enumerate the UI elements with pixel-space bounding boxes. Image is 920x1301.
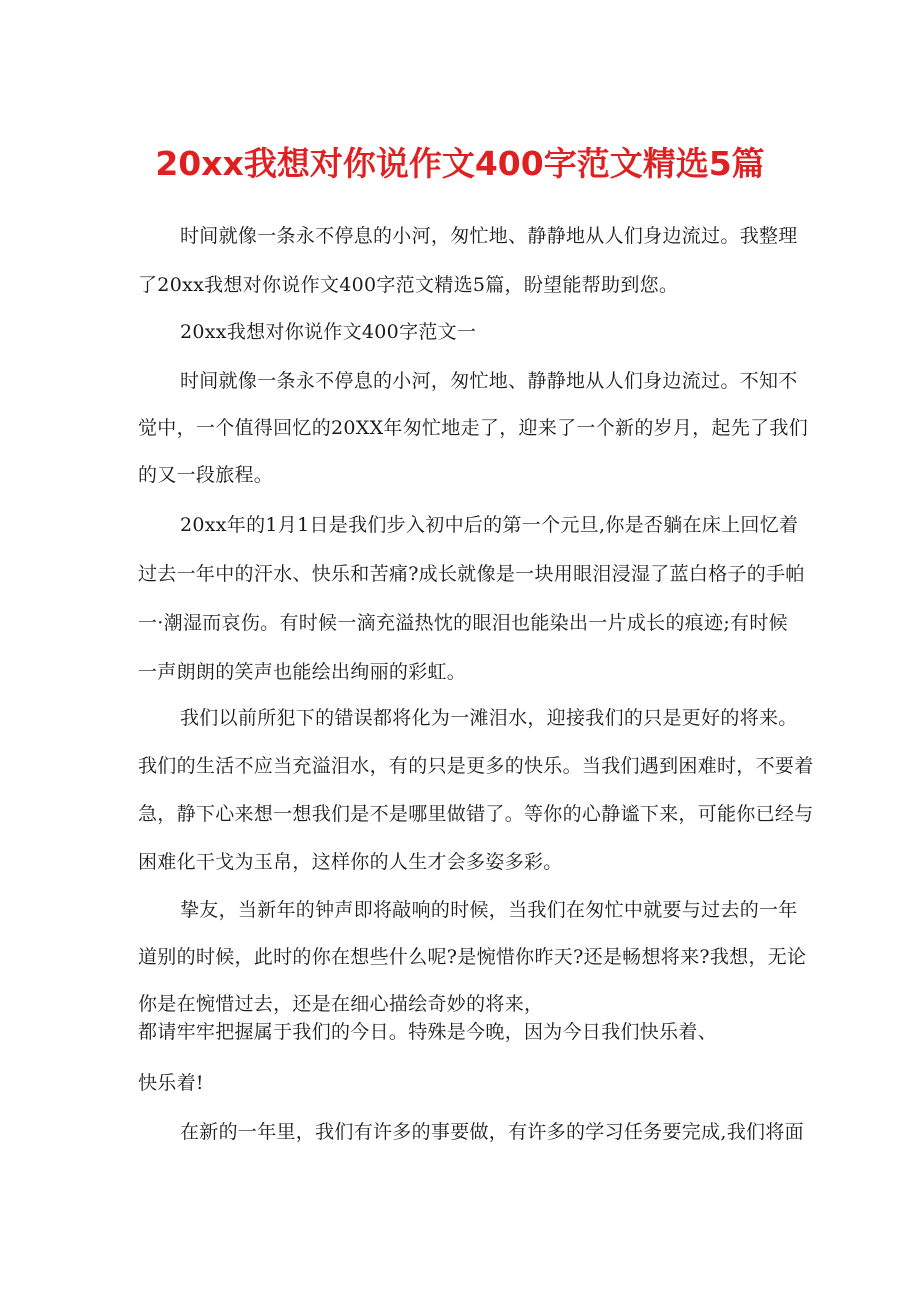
- paragraph-line: 一·潮湿而哀伤。有时候一滴充溢热忱的眼泪也能染出一片成长的痕迹;有时候: [138, 612, 788, 634]
- paragraph-2: [138, 511, 805, 686]
- paragraph-line: 挚友，当新年的钟声即将敲响的时候，当我们在匆忙中就要与过去的一年: [180, 899, 798, 921]
- paragraph-line: 你是在惋惜过去，还是在细心描绘奇妙的将来，: [138, 993, 544, 1015]
- paragraph-line: 急，静下心来想一想我们是不是哪里做错了。等你的心静谧下来，可能你已经与: [138, 803, 814, 825]
- paragraph-line: 20xx年的1月1日是我们步入初中后的第一个元旦,你是否躺在床上回忆着: [180, 514, 799, 536]
- paragraph-line: 我们以前所犯下的错误都将化为一滩泪水，迎接我们的只是更好的将来。: [180, 707, 798, 729]
- section-heading: [138, 318, 788, 346]
- paragraph-line: 时间就像一条永不停息的小河，匆忙地、静静地从人们身边流过。不知不: [180, 370, 798, 392]
- paragraph-line: 觉中，一个值得回忆的20XX年匆忙地走了，迎来了一个新的岁月，起先了我们: [138, 417, 809, 439]
- paragraph-line: 了20xx我想对你说作文400字范文精选5篇，盼望能帮助到您。: [138, 274, 679, 296]
- paragraph-line: 都请牢牢把握属于我们的今日。特殊是今晚，因为今日我们快乐着、: [138, 1021, 718, 1043]
- paragraph-line: 我们的生活不应当充溢泪水，有的只是更多的快乐。当我们遇到困难时，不要着: [138, 755, 814, 777]
- paragraph-line: 道别的时候，此时的你在想些什么呢?是惋惜你昨天?还是畅想将来?我想，无论: [138, 946, 807, 968]
- paragraph-4: [138, 896, 807, 1097]
- paragraph-line: 一声朗朗的笑声也能绘出绚丽的彩虹。: [138, 661, 467, 683]
- paragraph-line: 在新的一年里，我们有许多的事要做，有许多的学习任务要完成,我们将面: [180, 1121, 804, 1143]
- section-heading-text: 20xx我想对你说作文400字范文一: [180, 321, 477, 343]
- document-title: 20xx我想对你说作文400字范文精选5篇: [155, 144, 765, 183]
- paragraph-1: [138, 367, 809, 489]
- paragraph-5: [138, 1118, 804, 1146]
- paragraph-line: 快乐着!: [138, 1072, 204, 1094]
- paragraph-line: 的又一段旅程。: [138, 464, 274, 486]
- paragraph-line: 困难化干戈为玉帛，这样你的人生才会多姿多彩。: [138, 851, 563, 873]
- paragraph-3: [138, 704, 814, 876]
- paragraph-line: 过去一年中的汗水、快乐和苦痛?成长就像是一块用眼泪浸湿了蓝白格子的手帕: [138, 563, 805, 585]
- intro-paragraph: [138, 222, 798, 299]
- paragraph-line: 时间就像一条永不停息的小河，匆忙地、静静地从人们身边流过。我整理: [180, 225, 798, 247]
